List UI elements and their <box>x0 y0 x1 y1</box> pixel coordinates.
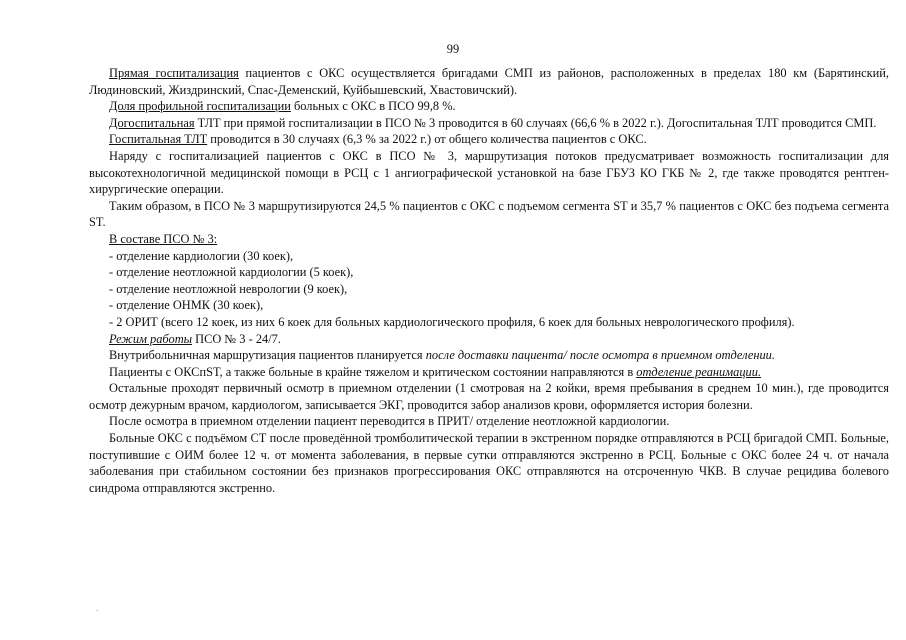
page-number: 99 <box>446 42 460 56</box>
term-work-mode: Режим работы <box>109 331 193 346</box>
paragraph-summary: Таким образом, в ПСО № 3 маршрутизируются 24,5 % пациентов с ОКС с подъемом сегмента ST и 35,7 % пациентов с ОКС без подъема сегмента ST. <box>89 198 889 230</box>
paragraph-text: ТЛТ при прямой госпитализации в ПСО № 3 проводится в 60 случаях (66,6 % в 2022 г.). Догоспитальная ТЛТ проводится СМП. <box>194 115 877 130</box>
paragraph-profile-share <box>89 98 889 115</box>
paragraph-transfer-rules: Больные ОКС с подъёмом СТ после проведённой тромболитической терапии в экстренном порядке отправляются в РСЦ бригадой СМП. Больные, поступившие с ОИМ более 12 ч. от момента заболевания, в первые сутки отправляются экстренно в РСЦ. Больные с ОКС более 24 ч. от начала заболевания при стабильном состоянии без признаков прогрессирования ОКС отправляются на отсроченную ЧКВ. В случае рецидива болевого синдрома отправляются экстренно. <box>89 431 889 495</box>
scan-artifact: . <box>96 603 99 613</box>
term-profile-share: Доля профильной госпитализации <box>109 99 291 114</box>
paragraph-okcnst <box>89 364 889 381</box>
paragraph-text: Пациенты с ОКСпST, а также больные в крайне тяжелом и критическом состоянии направляются в <box>109 364 637 379</box>
paragraph-hospital-tlt <box>89 131 889 148</box>
composition-item: - 2 ОРИТ (всего 12 коек, из них 6 коек для больных кардиологического профиля, 6 коек для больных неврологического профиля). <box>109 314 795 329</box>
italic-phrase: после доставки пациента/ после осмотра в приемном отделении. <box>425 348 775 363</box>
italic-underlined-phrase: отделение реанимации. <box>636 364 762 379</box>
composition-heading: В составе ПСО № 3: <box>109 231 218 246</box>
paragraph-primary-exam: Остальные проходят первичный осмотр в приемном отделении (1 смотровая на 2 койки, время пребывания в среднем 10 мин.), где проводится осмотр дежурным врачом, кардиологом, записывается ЭКГ, проводится забор анализов крови, оформляется история болезни. <box>89 381 889 412</box>
composition-item: - отделение неотложной неврологии (9 коек), <box>109 281 348 296</box>
paragraph-direct-hospitalization <box>89 65 889 98</box>
paragraph-after-exam: После осмотра в приемном отделении пациент переводится в ПРИТ/ отделение неотложной кардиологии. <box>109 414 670 429</box>
paragraph-routing: Наряду с госпитализацией пациентов с ОКС в ПСО № 3, маршрутизация потоков предусматривает возможность госпитализации для высокотехнологичной медицинской помощи в РСЦ с 1 ангиографической установкой на базе ГБУЗ КО ГКБ № 2, где также проводятся рентген-хирургические операции. <box>89 148 889 197</box>
composition-item: - отделение неотложной кардиологии (5 коек), <box>109 265 354 280</box>
term-direct-hospitalization: Прямая госпитализация <box>109 66 239 80</box>
paragraph-text: больных с ОКС в ПСО 99,8 %. <box>290 99 456 114</box>
paragraph-internal-routing <box>89 347 889 364</box>
paragraph-work-mode <box>89 331 889 348</box>
composition-item: - отделение кардиологии (30 коек), <box>109 248 294 263</box>
paragraph-text: Внутрибольничная маршрутизация пациентов планируется <box>109 348 426 363</box>
paragraph-text: ПСО № 3 - 24/7. <box>192 331 281 346</box>
paragraph-text: пациентов с ОКС осуществляется бригадами СМП из районов, расположенных в пределах 180 км (Барятинский, Людиновский, Жиздринский, Спас-Деменский, Куйбышевский, Хвастовичский). <box>89 66 890 97</box>
paragraph-prehospital-tlt <box>89 115 889 132</box>
term-prehospital: Догоспитальная <box>109 115 195 130</box>
paragraph-text: проводится в 30 случаях (6,3 % за 2022 г.) от общего количества пациентов с ОКС. <box>207 132 647 147</box>
document-body <box>89 65 889 496</box>
composition-item: - отделение ОНМК (30 коек), <box>109 298 264 313</box>
composition-heading-line <box>89 231 889 248</box>
term-hospital-tlt: Госпитальная ТЛТ <box>109 132 208 147</box>
